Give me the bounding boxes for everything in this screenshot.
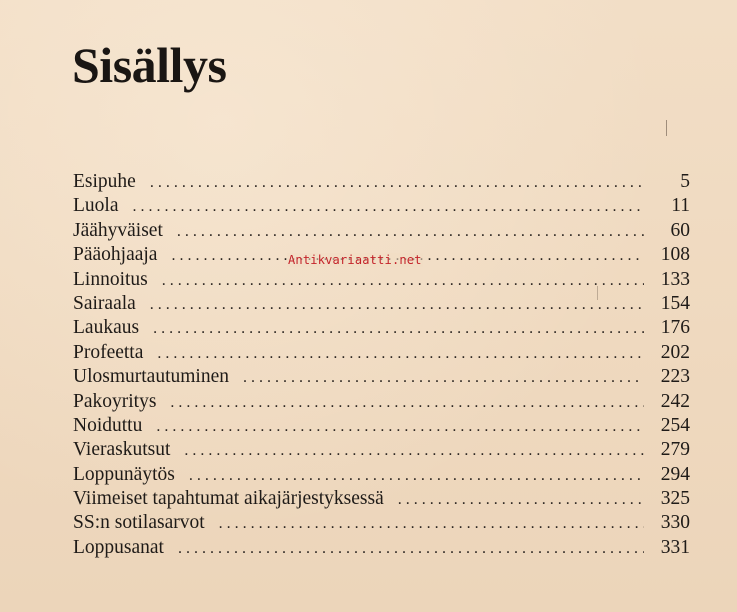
toc-entry-page: 154 xyxy=(660,292,690,314)
dot-leader xyxy=(157,342,644,366)
toc-entry-page: 331 xyxy=(660,536,690,558)
toc-entry-page: 330 xyxy=(660,512,690,534)
toc-entry xyxy=(73,487,690,511)
dot-leader xyxy=(170,391,644,415)
toc-entry xyxy=(73,463,690,487)
toc-entry xyxy=(73,390,690,414)
dot-leader xyxy=(243,366,644,390)
toc-entry xyxy=(73,365,690,389)
dot-leader xyxy=(156,415,644,439)
dot-leader xyxy=(184,439,644,463)
table-of-contents xyxy=(73,170,690,560)
dot-leader xyxy=(153,317,644,341)
paper-scratch-mark xyxy=(597,286,598,300)
toc-entry-title: Loppusanat xyxy=(73,536,164,558)
dot-leader xyxy=(178,537,644,561)
toc-entry xyxy=(73,438,690,462)
toc-entry-page: 279 xyxy=(660,439,690,461)
toc-entry xyxy=(73,414,690,438)
toc-entry-title: Ulosmurtautuminen xyxy=(73,366,229,388)
dot-leader xyxy=(219,512,644,536)
dot-leader xyxy=(132,195,644,219)
toc-entry-title: Pääohjaaja xyxy=(73,244,158,266)
toc-entry-page: 325 xyxy=(660,488,690,510)
toc-entry xyxy=(73,170,690,194)
toc-entry-page: 11 xyxy=(671,195,690,217)
toc-entry-page: 242 xyxy=(660,390,690,412)
toc-entry-page: 294 xyxy=(660,463,690,485)
watermark-text: Antikvariaatti.net xyxy=(288,253,422,267)
toc-entry-page: 133 xyxy=(660,268,690,290)
toc-entry xyxy=(73,511,690,535)
toc-entry-page: 176 xyxy=(660,317,690,339)
toc-entry-page: 202 xyxy=(660,341,690,363)
toc-entry-title: Jäähyväiset xyxy=(73,219,163,241)
toc-entry-page: 254 xyxy=(660,414,690,436)
toc-entry-title: Loppunäytös xyxy=(73,463,175,485)
toc-entry xyxy=(73,316,690,340)
toc-entry-title: Viimeiset tapahtumat aikajärjestyksessä xyxy=(73,488,384,510)
toc-entry-page: 5 xyxy=(680,171,690,192)
toc-entry-title: Sairaala xyxy=(73,292,136,314)
toc-entry-page: 108 xyxy=(660,244,690,266)
toc-entry xyxy=(73,194,690,218)
dot-leader xyxy=(177,220,644,244)
toc-entry xyxy=(73,219,690,243)
toc-entry-title: Noiduttu xyxy=(73,414,143,436)
toc-entry-title: Esipuhe xyxy=(73,171,136,192)
dot-leader xyxy=(150,171,644,195)
toc-entry xyxy=(73,341,690,365)
toc-entry xyxy=(73,536,690,560)
toc-entry-page: 60 xyxy=(670,219,690,241)
dot-leader xyxy=(150,293,644,317)
dot-leader xyxy=(398,488,644,512)
dot-leader xyxy=(162,269,644,293)
toc-entry-title: SS:n sotilasarvot xyxy=(73,512,205,534)
dot-leader xyxy=(189,464,644,488)
page-title: Sisällys xyxy=(72,37,227,93)
paper-scratch-mark xyxy=(666,120,667,136)
toc-entry-title: Pakoyritys xyxy=(73,390,157,412)
toc-entry-title: Laukaus xyxy=(73,317,140,339)
toc-entry-title: Profeetta xyxy=(73,341,144,363)
toc-entry-page: 223 xyxy=(660,366,690,388)
toc-entry-title: Luola xyxy=(73,195,119,217)
toc-entry-title: Vieraskutsut xyxy=(73,439,171,461)
toc-entry-title: Linnoitus xyxy=(73,268,148,290)
